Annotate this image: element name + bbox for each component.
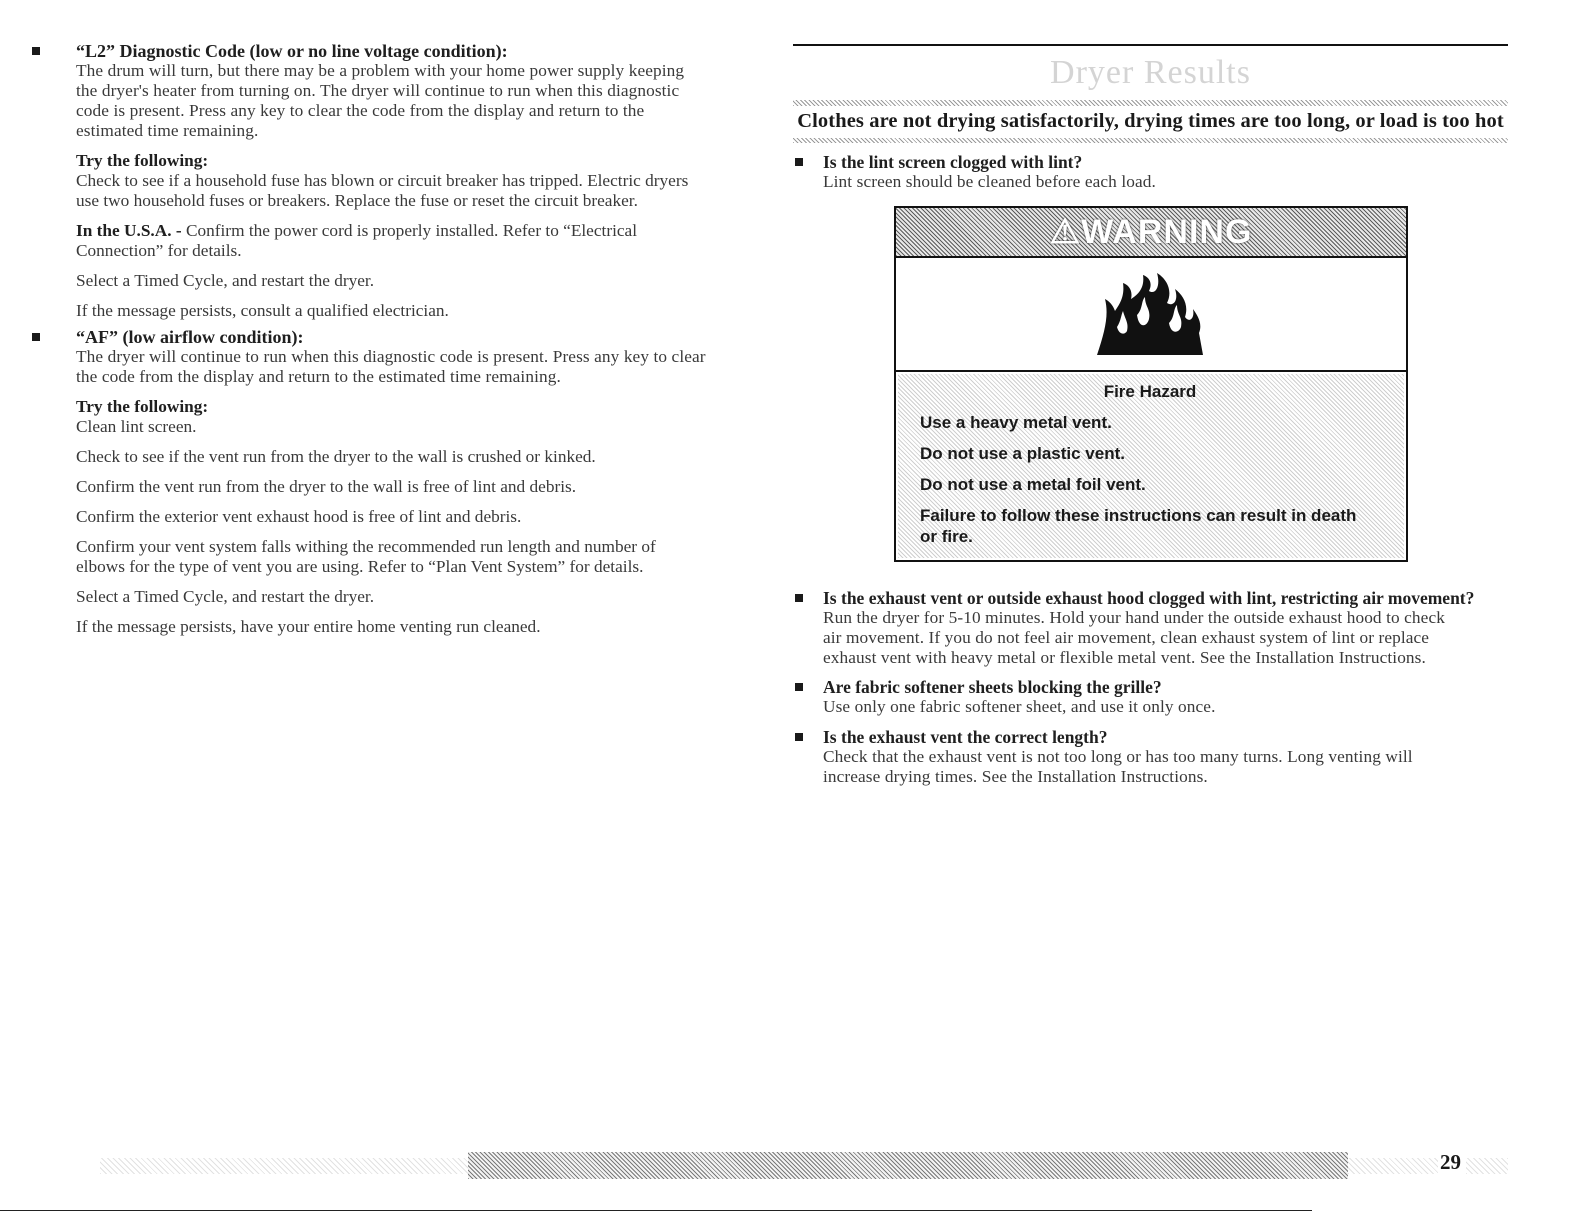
warning-line: Use a heavy metal vent. bbox=[920, 413, 1112, 432]
softener-item bbox=[793, 677, 1538, 717]
warning-label: ⚠WARNING bbox=[1049, 213, 1253, 251]
text-line: Run the dryer for 5-10 minutes. Hold your hand under the outside exhaust hood to check bbox=[823, 608, 1445, 627]
fire-icon-area bbox=[896, 258, 1406, 372]
l2-select: Select a Timed Cycle, and restart the dryer. bbox=[76, 271, 375, 290]
text-line: code is present. Press any key to clear the code from the display and return to the bbox=[76, 101, 645, 120]
af-check: Check to see if the vent run from the dryer to the wall is crushed or kinked. bbox=[76, 447, 596, 466]
page-number: 29 bbox=[1440, 1150, 1461, 1174]
text-line: The dryer will continue to run when this diagnostic code is present. Press any key to clear bbox=[76, 347, 706, 366]
text-line: Confirm your vent system falls withing the recommended run length and number of bbox=[76, 537, 656, 556]
hazard-title: Fire Hazard bbox=[1103, 382, 1197, 401]
l2-persists: If the message persists, consult a qualified electrician. bbox=[76, 301, 449, 320]
af-clean: Clean lint screen. bbox=[76, 417, 197, 436]
lint-body: Lint screen should be cleaned before each load. bbox=[823, 172, 1156, 191]
footer-fade-end bbox=[1466, 1158, 1508, 1174]
text-line: exhaust vent with heavy metal or flexible metal vent. See the Installation Instructions. bbox=[823, 648, 1426, 667]
footer-fade-right bbox=[1348, 1158, 1438, 1174]
l2-body bbox=[76, 61, 816, 141]
l2-heading: “L2” Diagnostic Code (low or no line voltage condition): bbox=[76, 41, 508, 61]
text-line: The drum will turn, but there may be a problem with your home power supply keeping bbox=[76, 61, 685, 80]
af-persists: If the message persists, have your entire home venting run cleaned. bbox=[76, 617, 541, 636]
bullet bbox=[795, 683, 803, 691]
text-line: estimated time remaining. bbox=[76, 121, 259, 140]
text-line: Failure to follow these instructions can result in death bbox=[920, 506, 1357, 525]
usa-label: In the U.S.A. - bbox=[76, 221, 182, 240]
bullet bbox=[32, 333, 40, 341]
bullet bbox=[795, 733, 803, 741]
exhaust-body bbox=[823, 608, 1543, 668]
softener-heading: Are fabric softener sheets blocking the grille? bbox=[823, 677, 1162, 697]
af-confirm-2: Confirm the exterior vent exhaust hood is free of lint and debris. bbox=[76, 507, 522, 526]
af-heading: “AF” (low airflow condition): bbox=[76, 327, 304, 347]
hatch-divider bbox=[793, 100, 1508, 106]
softener-body: Use only one fabric softener sheet, and use it only once. bbox=[823, 697, 1216, 716]
bullet bbox=[32, 47, 40, 55]
warning-text bbox=[898, 374, 1404, 558]
section-title: Dryer Results bbox=[1050, 54, 1251, 91]
text-line: or fire. bbox=[920, 527, 973, 546]
af-confirm-3 bbox=[76, 537, 816, 577]
text-line: Connection” for details. bbox=[76, 241, 242, 260]
text-line: the dryer's heater from turning on. The dryer will continue to run when this diagnostic bbox=[76, 81, 680, 100]
warning-line: Do not use a metal foil vent. bbox=[920, 475, 1146, 494]
warning-box bbox=[894, 206, 1408, 562]
hatch-divider bbox=[793, 138, 1508, 143]
length-body bbox=[823, 747, 1538, 787]
text-line: Check that the exhaust vent is not too long or has too many turns. Long venting will bbox=[823, 747, 1413, 766]
section-subtitle: Clothes are not drying satisfactorily, drying times are too long, or load is too hot bbox=[797, 110, 1504, 132]
exhaust-heading: Is the exhaust vent or outside exhaust hood clogged with lint, restricting air movement? bbox=[823, 588, 1475, 608]
l2-section bbox=[30, 41, 816, 321]
af-confirm-1: Confirm the vent run from the dryer to the wall is free of lint and debris. bbox=[76, 477, 577, 496]
header-rule bbox=[793, 44, 1508, 46]
af-section bbox=[30, 327, 816, 637]
l2-try-heading: Try the following: bbox=[76, 151, 209, 170]
af-body bbox=[76, 347, 816, 387]
fire-icon bbox=[1091, 271, 1211, 357]
exhaust-item bbox=[793, 588, 1543, 668]
bottom-rule bbox=[0, 1210, 1312, 1211]
footer-band bbox=[468, 1152, 1348, 1179]
l2-try-body bbox=[76, 171, 816, 211]
af-try-heading: Try the following: bbox=[76, 397, 209, 416]
text-line: increase drying times. See the Installation Instructions. bbox=[823, 767, 1208, 786]
text-line: use two household fuses or breakers. Replace the fuse or reset the circuit breaker. bbox=[76, 191, 638, 210]
l2-usa-paragraph bbox=[76, 221, 816, 261]
af-select: Select a Timed Cycle, and restart the dryer. bbox=[76, 587, 375, 606]
text-line: air movement. If you do not feel air movement, clean exhaust system of lint or replace bbox=[823, 628, 1430, 647]
length-heading: Is the exhaust vent the correct length? bbox=[823, 727, 1108, 747]
length-item bbox=[793, 727, 1538, 787]
text-line: Check to see if a household fuse has blown or circuit breaker has tripped. Electric dryers bbox=[76, 171, 689, 190]
warning-line: Do not use a plastic vent. bbox=[920, 444, 1125, 463]
text-line: elbows for the type of vent you are using. Refer to “Plan Vent System” for details. bbox=[76, 557, 644, 576]
warning-failure bbox=[920, 505, 1380, 547]
footer-fade-left bbox=[100, 1158, 468, 1174]
lint-heading: Is the lint screen clogged with lint? bbox=[823, 152, 1083, 172]
warning-header bbox=[896, 208, 1406, 258]
lint-item bbox=[793, 152, 1538, 192]
text-line: Confirm the power cord is properly installed. Refer to “Electrical bbox=[181, 221, 638, 240]
text-line: the code from the display and return to the estimated time remaining. bbox=[76, 367, 561, 386]
bullet bbox=[795, 594, 803, 602]
bullet bbox=[795, 158, 803, 166]
